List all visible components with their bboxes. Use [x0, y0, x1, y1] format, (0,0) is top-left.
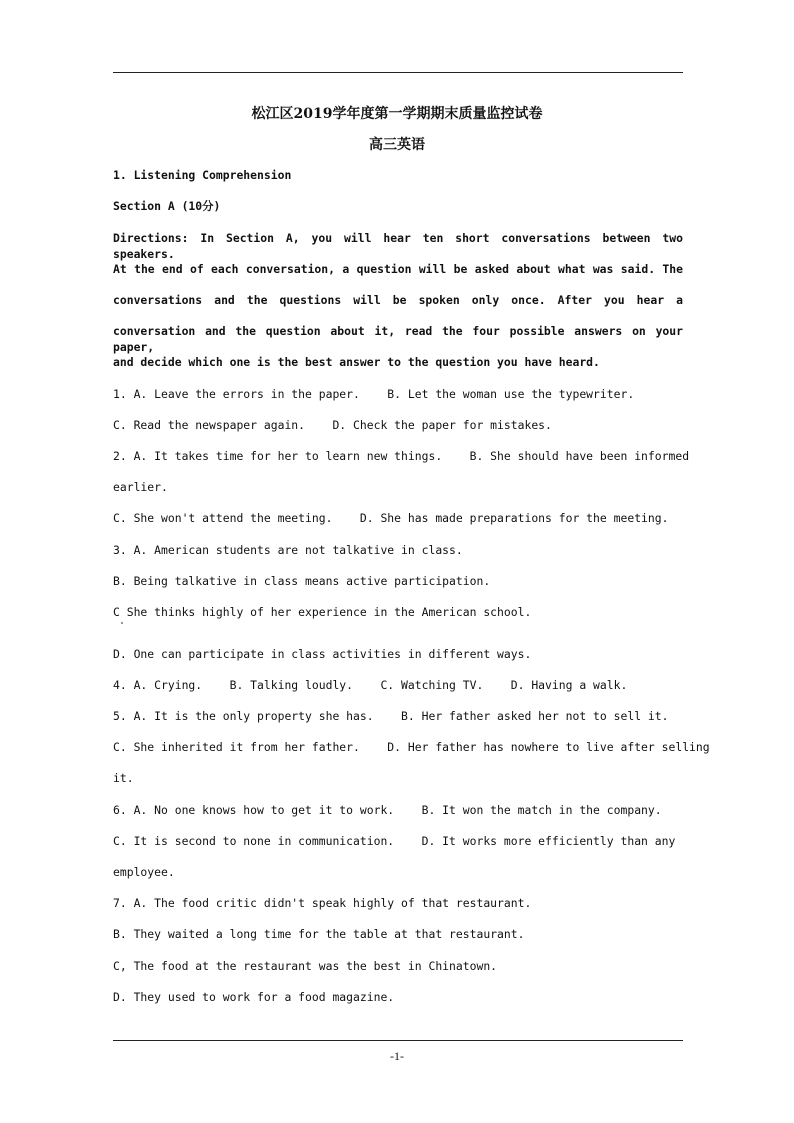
header-rule [113, 72, 683, 73]
directions-line: conversation and the question about it, read the four possible answers on your paper, [113, 324, 683, 354]
question-line: B. They waited a long time for the table at that restaurant. [113, 927, 525, 941]
directions-line: conversations and the questions will be spoken only once. After you hear a [113, 293, 683, 307]
question-line: C. She inherited it from her father. D. Her father has nowhere to live after selling [113, 740, 710, 754]
question-line: employee. [113, 865, 175, 879]
question-line: 6. A. No one knows how to get it to work. B. It won the match in the company. [113, 803, 662, 817]
question-line: C She thinks highly of her experience in the American school. [113, 605, 532, 619]
question-line: 3. A. American students are not talkative in class. [113, 543, 463, 557]
section-heading: Section A (10分) [113, 199, 221, 213]
part-heading: 1. Listening Comprehension [113, 168, 292, 182]
exam-subtitle: 高三英语 [369, 137, 425, 153]
question-line: C. She won't attend the meeting. D. She has made preparations for the meeting. [113, 511, 669, 525]
directions-line: Directions: In Section A, you will hear ten short conversations between two speakers. [113, 231, 683, 261]
page-number: -1- [390, 1049, 404, 1063]
question-line: it. [113, 771, 134, 785]
question-line: 4. A. Crying. B. Talking loudly. C. Watching TV. D. Having a walk. [113, 678, 628, 692]
question-line: C, The food at the restaurant was the best in Chinatown. [113, 959, 498, 973]
question-line: D. One can participate in class activities in different ways. [113, 647, 532, 661]
stray-mark [121, 622, 123, 624]
question-line: 5. A. It is the only property she has. B. Her father asked her not to sell it. [113, 709, 669, 723]
exam-title: 松江区2019学年度第一学期期末质量监控试卷 [251, 106, 543, 122]
question-line: 2. A. It takes time for her to learn new things. B. She should have been informed [113, 449, 690, 463]
question-line: D. They used to work for a food magazine. [113, 990, 395, 1004]
directions-line: and decide which one is the best answer to the question you have heard. [113, 355, 600, 369]
question-line: B. Being talkative in class means active participation. [113, 574, 491, 588]
question-line: C. It is second to none in communication. D. It works more efficiently than any [113, 834, 676, 848]
question-line: earlier. [113, 480, 168, 494]
question-line: 7. A. The food critic didn't speak highly of that restaurant. [113, 896, 532, 910]
question-line: C. Read the newspaper again. D. Check the paper for mistakes. [113, 418, 552, 432]
directions-line: At the end of each conversation, a question will be asked about what was said. The [113, 262, 683, 276]
question-line: 1. A. Leave the errors in the paper. B. Let the woman use the typewriter. [113, 387, 635, 401]
footer-rule [113, 1040, 683, 1041]
